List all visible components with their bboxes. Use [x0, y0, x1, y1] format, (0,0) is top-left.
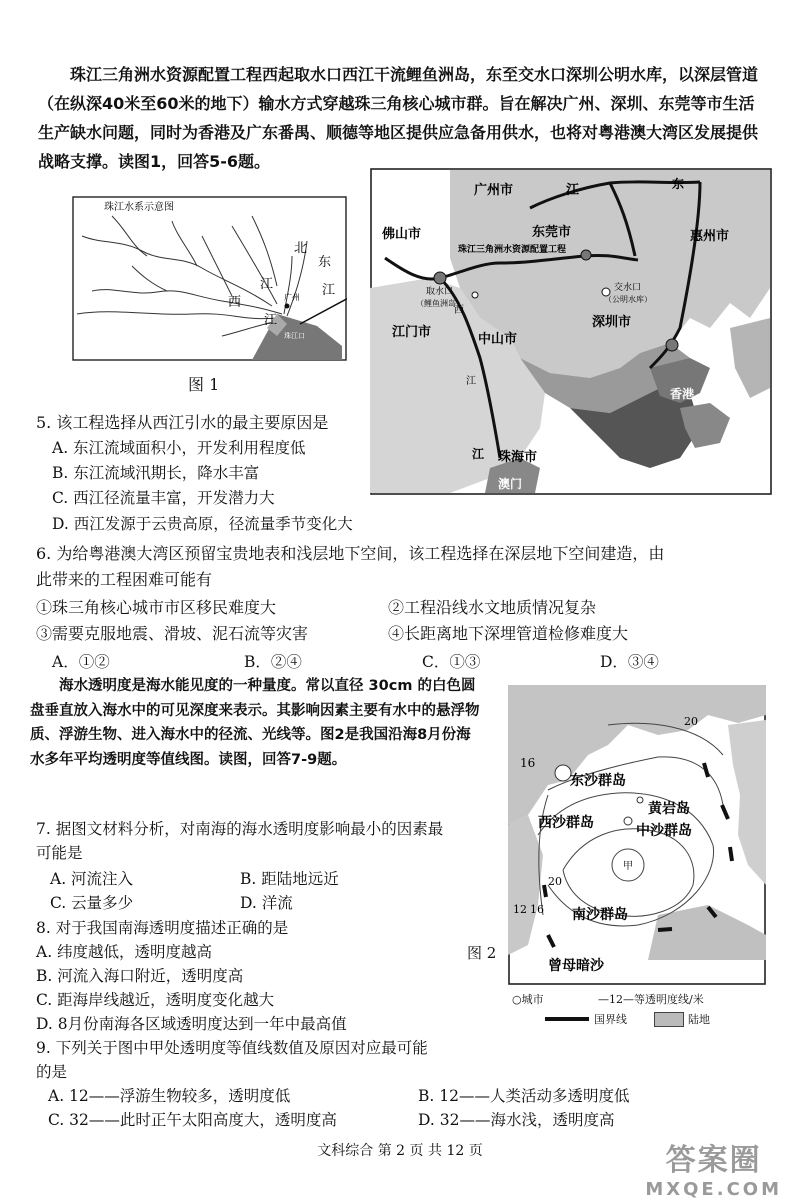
q9-option-c[interactable]: C. 32——此时正午太阳高度大，透明度高 [48, 1111, 337, 1129]
city-zhuhai: 珠海市 [498, 450, 538, 465]
inset-label-guangzhou: 广州 [284, 293, 300, 302]
q6-option-c[interactable]: C．①③ [422, 653, 481, 671]
q7-option-b[interactable]: B. 距陆地远近 [240, 870, 339, 888]
city-huizhou: 惠州市 [690, 229, 730, 244]
river-char-jiang: 江 [566, 183, 580, 198]
inset-label-jiang1: 江 [260, 277, 274, 292]
q8-option-a[interactable]: A. 纬度越低，透明度越高 [36, 943, 213, 961]
city-hongkong: 香港 [670, 387, 695, 401]
q9-stem-line1: 9. 下列关于图中甲处透明度等值线数值及原因对应最可能 [36, 1039, 428, 1057]
city-shenzhen: 深圳市 [592, 315, 632, 330]
project-label: 珠江三角洲水资源配置工程 [458, 245, 567, 255]
q9-stem-line2: 的是 [36, 1063, 68, 1081]
inset-label-estuary: 珠江口 [284, 332, 305, 340]
inset-label-xi: 西 [228, 295, 242, 310]
watermark-url: MXQE.COM [645, 1179, 782, 1200]
iso-label-12: 12 [513, 903, 527, 916]
watermark-text: 答案圈 [665, 1143, 762, 1178]
q9-option-b[interactable]: B. 12——人类活动多透明度低 [418, 1087, 630, 1105]
city-macau: 澳门 [498, 477, 523, 491]
iso-label-16-bottom: 16 [530, 903, 544, 916]
iso-label-20-bottom: 20 [548, 875, 562, 888]
label-xisha: 西沙群岛 [538, 815, 594, 831]
page-footer: 文科综合 第 2 页 共 12 页 [317, 1143, 483, 1159]
legend-border-swatch [545, 1017, 589, 1021]
river-char-jiang3: 江 [466, 376, 476, 387]
intake-label: 取水口 [426, 287, 454, 297]
intro2-paragraph: 海水透明度是海水能见度的一种量度。常以直径 30cm 的白色圆盘垂直放入海水中的可见深度来表示。其影响因素主要有水中的悬浮物质、浮游生物、进入海水中的径流、光线等。图2是我国沿海8月份海水多年平均透明度等值线图。读图，回答7-9题。 [30, 678, 480, 768]
label-dongsha: 东沙群岛 [570, 773, 626, 789]
q7-option-c[interactable]: C. 云量多少 [50, 894, 134, 912]
figure2-caption: 图 2 [467, 944, 497, 962]
q6-option-a[interactable]: A．①② [52, 653, 110, 671]
q5-option-d[interactable]: D. 西江发源于云贵高原，径流量季节变化大 [52, 515, 353, 533]
q8-option-b[interactable]: B. 河流入海口附近，透明度高 [36, 967, 244, 985]
q5-option-c[interactable]: C. 西江径流量丰富，开发潜力大 [52, 489, 275, 507]
outlet-sublabel: （公明水库） [604, 295, 652, 304]
iso-label-16-left: 16 [520, 756, 536, 770]
q5-stem: 5. 该工程选择从西江引水的最主要原因是 [36, 413, 329, 432]
figure2-legend-border: 国界线 [594, 1013, 627, 1026]
q6-stem-line2: 此带来的工程困难可能有 [36, 570, 213, 589]
q6-item-3: ③需要克服地震、滑坡、泥石流等灾害 [36, 624, 309, 643]
q8-option-c[interactable]: C. 距海岸线越近，透明度变化越大 [36, 991, 275, 1009]
intake-sublabel: （鲤鱼洲岛） [416, 299, 464, 308]
label-zengmu: 曾母暗沙 [548, 958, 604, 974]
city-guangzhou: 广州市 [474, 183, 514, 198]
iso-label-20-top: 20 [684, 715, 698, 728]
q6-option-d[interactable]: D．③④ [600, 653, 659, 671]
outlet-label: 交水口 [614, 283, 642, 293]
label-huangyan: 黄岩岛 [648, 801, 690, 817]
q5-option-a[interactable]: A. 东江流域面积小，开发利用程度低 [52, 439, 306, 457]
inset-label-bei: 北 [294, 241, 308, 256]
q7-option-a[interactable]: A. 河流注入 [50, 870, 134, 888]
label-jia: 甲 [623, 861, 633, 872]
figure1-inset-map [72, 196, 347, 361]
figure1-main-map [370, 168, 772, 495]
q7-stem-line1: 7. 据图文材料分析，对南海的海水透明度影响最小的因素最 [36, 820, 444, 838]
figure2-legend-isoline: —12—等透明度线/米 [598, 993, 704, 1006]
river-char-xi: 西 [454, 305, 464, 316]
q8-option-d[interactable]: D. 8月份南海各区域透明度达到一年中最高值 [36, 1015, 347, 1033]
label-zhongsha: 中沙群岛 [636, 823, 692, 839]
q9-option-a[interactable]: A. 12——浮游生物较多，透明度低 [48, 1087, 291, 1105]
q6-item-2: ②工程沿线水文地质情况复杂 [388, 598, 597, 617]
figure2-legend-city: ○城市 [512, 993, 544, 1006]
q9-option-d[interactable]: D. 32——海水浅，透明度高 [418, 1111, 615, 1129]
q8-stem: 8. 对于我国南海透明度描述正确的是 [36, 919, 289, 937]
inset-title: 珠江水系示意图 [104, 202, 174, 213]
figure1-caption: 图 1 [188, 375, 220, 394]
city-jiangmen: 江门市 [392, 325, 432, 340]
city-dongguan: 东莞市 [532, 225, 572, 240]
watermark-logo [645, 1135, 782, 1200]
inset-label-dong: 东 [318, 255, 332, 270]
q6-item-1: ①珠三角核心城市市区移民难度大 [36, 598, 277, 617]
q6-option-b[interactable]: B．②④ [244, 653, 302, 671]
river-char-jiang2: 江 [472, 447, 485, 461]
legend-land-swatch [654, 1012, 684, 1027]
intro-paragraph: 珠江三角洲水资源配置工程西起取水口西江干流鲤鱼洲岛，东至交水口深圳公明水库，以深层管道（在纵深40米至60米的地下）输水方式穿越珠三角核心城市群。旨在解决广州、深圳、东莞等市生活生产缺水问题，同时为香港及广东番禺、顺德等地区提供应急备用供水，也将对粤港澳大湾区发展提供战略支撑。读图1，回答5-6题。 [38, 65, 759, 171]
q6-stem-line1: 6. 为给粤港澳大湾区预留宝贵地表和浅层地下空间，该工程选择在深层地下空间建造，由 [36, 544, 665, 563]
river-char-dong: 东 [672, 177, 685, 191]
q6-item-4: ④长距离地下深埋管道检修难度大 [388, 624, 629, 643]
inset-label-jiang3: 江 [264, 313, 278, 328]
q7-stem-line2: 可能是 [36, 844, 83, 862]
q5-option-b[interactable]: B. 东江流域汛期长，降水丰富 [52, 464, 260, 482]
figure2-legend-land: 陆地 [688, 1013, 710, 1026]
inset-label-jiang2: 江 [322, 283, 336, 298]
label-nansha: 南沙群岛 [572, 907, 628, 923]
city-foshan: 佛山市 [382, 227, 422, 242]
figure2-map [508, 685, 766, 985]
q7-option-d[interactable]: D. 洋流 [240, 894, 293, 912]
city-zhongshan: 中山市 [478, 332, 518, 347]
